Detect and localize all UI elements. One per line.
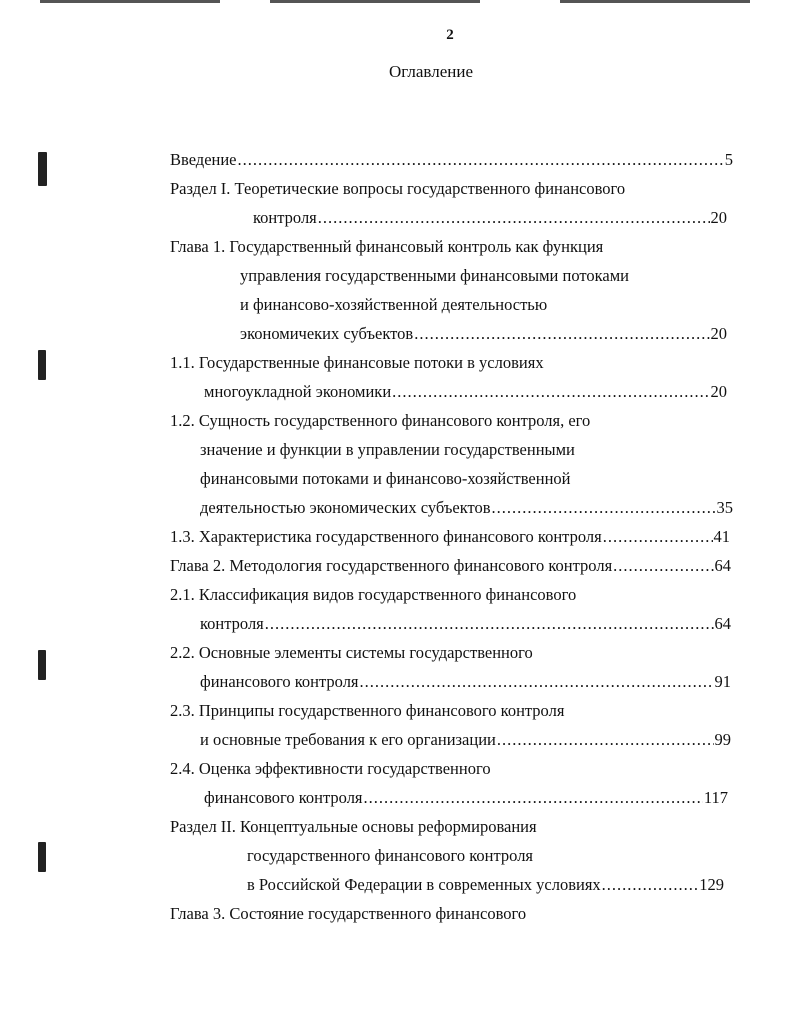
toc-entry-label: 2.4. Оценка эффективности государственного	[170, 759, 491, 778]
toc-entry	[240, 295, 547, 315]
toc-entry-page: 99	[714, 730, 731, 749]
toc-entry-label: контроля	[253, 208, 317, 227]
toc-entry-label: значение и функции в управлении государственными	[200, 440, 575, 459]
toc-entry	[200, 614, 731, 634]
binding-mark	[38, 152, 47, 186]
toc-entry-label: Глава 2. Методология государственного финансового контроля	[170, 556, 613, 575]
toc-entry-page: 64	[714, 556, 731, 575]
toc-entry	[170, 411, 590, 431]
toc-entry	[253, 208, 727, 228]
toc-entry	[170, 817, 537, 837]
toc-entry-label: 2.1. Классификация видов государственного финансового	[170, 585, 577, 604]
toc-entry	[204, 382, 727, 402]
scan-top-line	[40, 0, 220, 3]
toc-entry-label: управления государственными финансовыми потоками	[240, 266, 629, 285]
toc-entry	[170, 759, 491, 779]
toc-entry	[170, 701, 564, 721]
toc-entry	[170, 904, 526, 924]
binding-mark	[38, 650, 46, 680]
toc-entry-label: и основные требования к его организации	[200, 730, 496, 749]
toc-entry-label: контроля	[200, 614, 264, 633]
toc-leader	[265, 614, 714, 634]
toc-entry	[170, 585, 576, 605]
toc-entry-label: Глава 1. Государственный финансовый контроль как функция	[170, 237, 604, 256]
toc-entry-label: финансового контроля	[204, 788, 363, 807]
toc-leader	[497, 730, 714, 750]
toc-entry	[247, 846, 533, 866]
toc-entry-page: 129	[699, 875, 724, 894]
toc-entry-page: 91	[714, 672, 731, 691]
toc-entry	[200, 440, 575, 460]
toc-entry	[200, 730, 731, 750]
toc-entry	[170, 353, 544, 373]
toc-entry-label: 1.3. Характеристика государственного финансового контроля	[170, 527, 602, 546]
toc-entry-page: 20	[710, 324, 727, 343]
toc-leader	[414, 324, 709, 344]
toc-leader	[360, 672, 714, 692]
toc-entry-label: 2.3. Принципы государственного финансового контроля	[170, 701, 565, 720]
toc-leader	[603, 527, 713, 547]
toc-entry	[170, 150, 733, 170]
toc-leader	[318, 208, 710, 228]
toc-entry	[170, 527, 730, 547]
toc-entry	[170, 179, 625, 199]
toc-entry-label: финансовыми потоками и финансово-хозяйственной	[200, 469, 571, 488]
binding-mark	[38, 350, 46, 380]
toc-entry	[200, 672, 731, 692]
toc-entry-label: финансового контроля	[200, 672, 359, 691]
toc-entry	[200, 498, 733, 518]
toc-entry-page: 41	[713, 527, 730, 546]
toc-entry-label: в Российской Федерации в современных условиях	[247, 875, 601, 894]
toc-entry	[240, 266, 629, 286]
toc-entry-label: Раздел II. Концептуальные основы реформирования	[170, 817, 537, 836]
toc-entry	[170, 556, 731, 576]
toc-entry-label: Глава 3. Состояние государственного финансового	[170, 904, 527, 923]
page-number: 2	[446, 27, 454, 43]
toc-entry-label: 1.2. Сущность государственного финансового контроля, его	[170, 411, 591, 430]
toc-entry	[240, 324, 727, 344]
toc-entry	[170, 237, 603, 257]
page-title: Оглавление	[389, 62, 473, 81]
toc-entry-label: экономичеких субъектов	[240, 324, 414, 343]
toc-leader	[392, 382, 709, 402]
toc-entry-label: и финансово-хозяйственной деятельностью	[240, 295, 548, 314]
toc-entry	[247, 875, 724, 895]
toc-leader	[492, 498, 716, 518]
toc-entry	[170, 643, 533, 663]
toc-entry-page: 5	[724, 150, 733, 169]
toc-entry-page: 117	[703, 788, 728, 807]
toc-entry-label: 2.2. Основные элементы системы государственного	[170, 643, 533, 662]
toc-leader	[238, 150, 724, 170]
toc-entry-page: 64	[714, 614, 731, 633]
toc-entry-label: Введение	[170, 150, 237, 169]
toc-entry-page: 20	[710, 208, 727, 227]
scan-top-line	[560, 0, 750, 3]
toc-entry-label: 1.1. Государственные финансовые потоки в условиях	[170, 353, 544, 372]
toc-leader	[613, 556, 713, 576]
toc-entry-label: многоукладной экономики	[204, 382, 392, 401]
toc-entry-label: государственного финансового контроля	[247, 846, 534, 865]
toc-leader	[364, 788, 703, 808]
toc-entry-label: Раздел I. Теоретические вопросы государственного финансового	[170, 179, 626, 198]
toc-entry	[200, 469, 571, 489]
toc-leader	[602, 875, 699, 895]
toc-entry	[204, 788, 728, 808]
scan-top-line	[270, 0, 480, 3]
toc-entry-label: деятельностью экономических субъектов	[200, 498, 491, 517]
toc-entry-page: 35	[716, 498, 733, 517]
toc-entry-page: 20	[710, 382, 727, 401]
binding-mark	[38, 842, 46, 872]
